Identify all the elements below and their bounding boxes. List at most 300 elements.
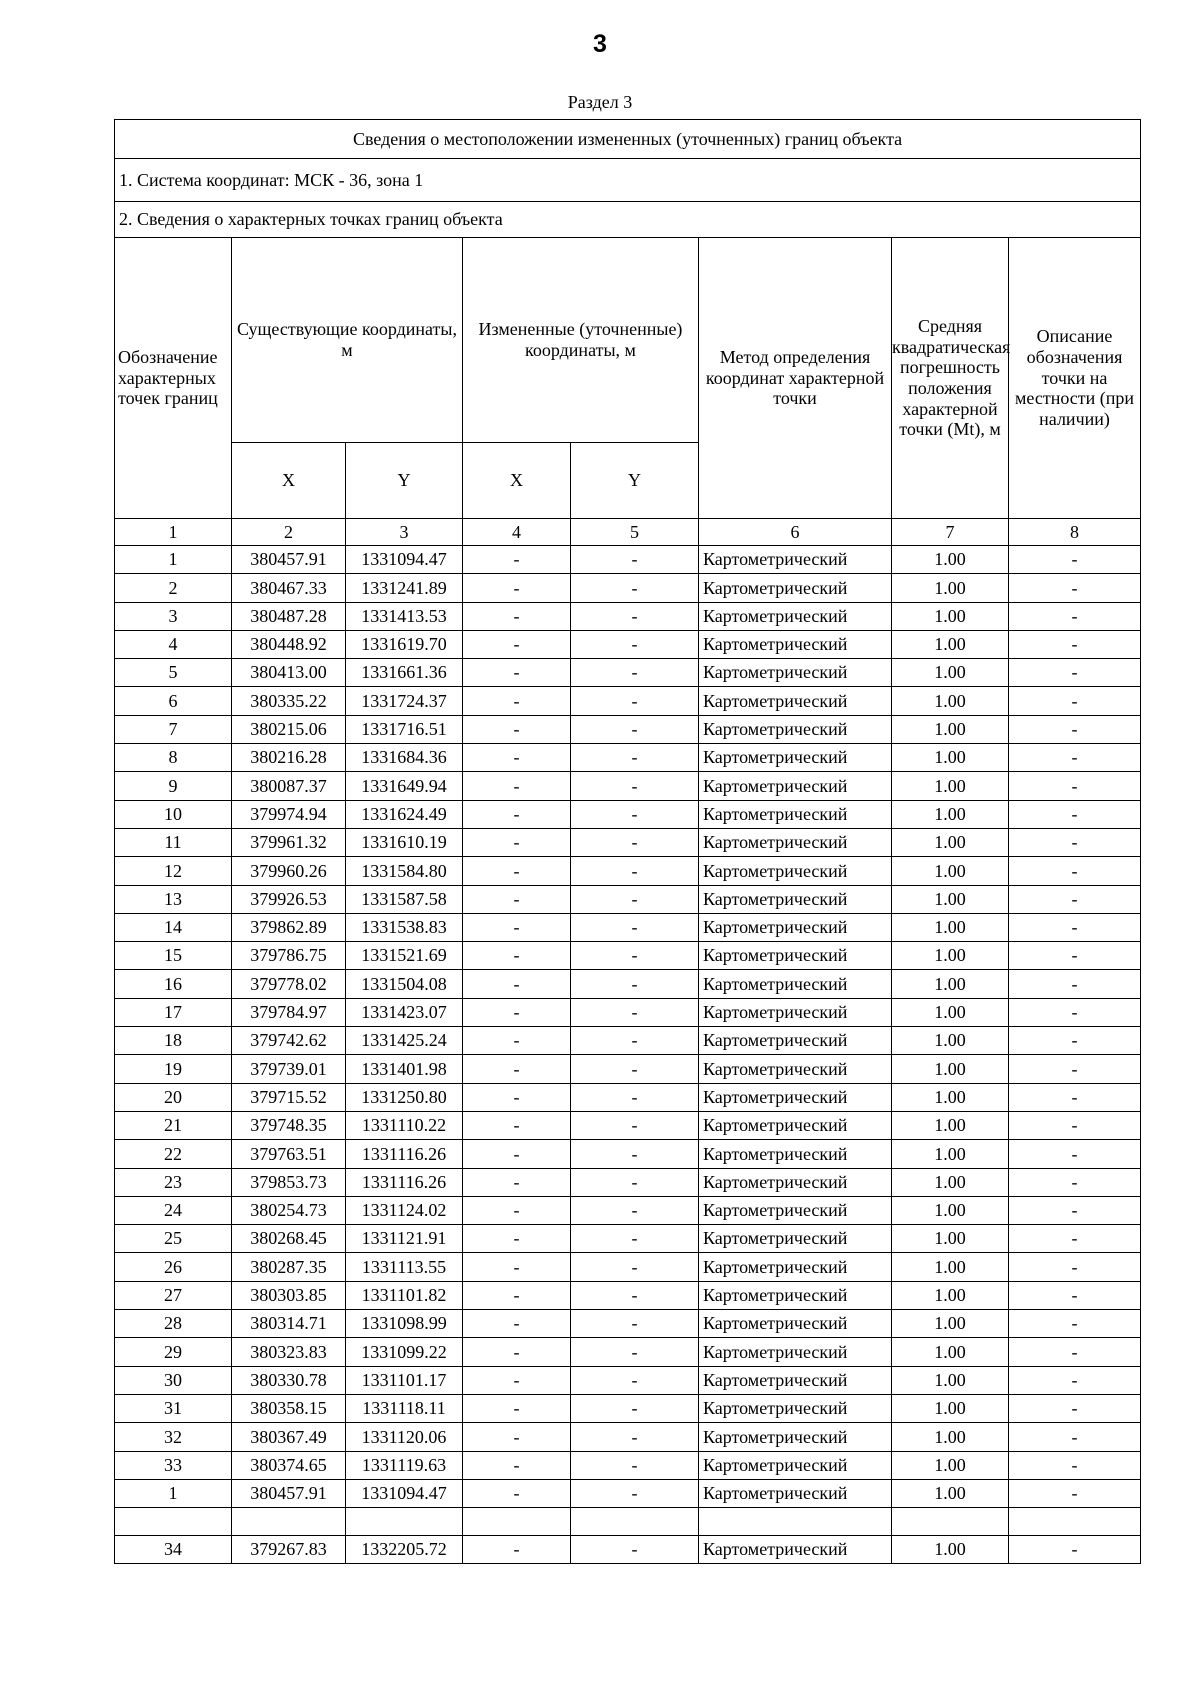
mean-error-cell: 1.00 bbox=[892, 1083, 1009, 1111]
column-number: 7 bbox=[892, 519, 1009, 546]
changed-x-cell: - bbox=[463, 772, 571, 800]
method-cell: Картометрический bbox=[699, 715, 892, 743]
mean-error-cell: 1.00 bbox=[892, 744, 1009, 772]
existing-x-cell: 380448.92 bbox=[232, 630, 346, 658]
existing-y-cell: 1331119.63 bbox=[346, 1451, 463, 1479]
mean-error-cell bbox=[892, 1508, 1009, 1536]
existing-y-cell: 1331401.98 bbox=[346, 1055, 463, 1083]
changed-y-cell: - bbox=[571, 630, 699, 658]
description-cell: - bbox=[1009, 942, 1141, 970]
existing-y-cell: 1331724.37 bbox=[346, 687, 463, 715]
description-cell: - bbox=[1009, 1027, 1141, 1055]
existing-y-cell: 1332205.72 bbox=[346, 1536, 463, 1564]
mean-error-cell: 1.00 bbox=[892, 659, 1009, 687]
method-cell: Картометрический bbox=[699, 1423, 892, 1451]
existing-x-cell: 380330.78 bbox=[232, 1366, 346, 1394]
mean-error-cell: 1.00 bbox=[892, 1027, 1009, 1055]
header-method: Метод определения координат характерной точки bbox=[699, 238, 892, 519]
point-number-cell: 2 bbox=[115, 574, 232, 602]
changed-x-cell: - bbox=[463, 1366, 571, 1394]
point-number-cell: 9 bbox=[115, 772, 232, 800]
mean-error-cell: 1.00 bbox=[892, 1366, 1009, 1394]
point-number-cell: 16 bbox=[115, 970, 232, 998]
table-row bbox=[115, 1508, 1141, 1536]
changed-x-cell: - bbox=[463, 574, 571, 602]
method-cell: Картометрический bbox=[699, 1027, 892, 1055]
point-number-cell: 23 bbox=[115, 1168, 232, 1196]
point-number-cell: 25 bbox=[115, 1225, 232, 1253]
existing-y-cell: 1331661.36 bbox=[346, 659, 463, 687]
mean-error-cell: 1.00 bbox=[892, 885, 1009, 913]
changed-y-cell: - bbox=[571, 1083, 699, 1111]
method-cell: Картометрический bbox=[699, 885, 892, 913]
table-row bbox=[115, 744, 1141, 772]
method-cell: Картометрический bbox=[699, 744, 892, 772]
method-cell: Картометрический bbox=[699, 1055, 892, 1083]
changed-x-cell: - bbox=[463, 659, 571, 687]
table-row bbox=[115, 913, 1141, 941]
changed-x-cell: - bbox=[463, 1394, 571, 1422]
method-cell: Картометрический bbox=[699, 602, 892, 630]
changed-y-cell: - bbox=[571, 970, 699, 998]
changed-x-cell: - bbox=[463, 1225, 571, 1253]
changed-x-cell: - bbox=[463, 942, 571, 970]
existing-y-cell: 1331624.49 bbox=[346, 800, 463, 828]
mean-error-cell: 1.00 bbox=[892, 772, 1009, 800]
description-cell: - bbox=[1009, 1083, 1141, 1111]
mean-error-cell: 1.00 bbox=[892, 1423, 1009, 1451]
header-changed-x: X bbox=[463, 443, 571, 519]
page-number: 3 bbox=[593, 30, 607, 58]
mean-error-cell: 1.00 bbox=[892, 1225, 1009, 1253]
point-number-cell: 8 bbox=[115, 744, 232, 772]
changed-x-cell: - bbox=[463, 1055, 571, 1083]
changed-y-cell: - bbox=[571, 857, 699, 885]
table-row bbox=[115, 998, 1141, 1026]
mean-error-cell: 1.00 bbox=[892, 602, 1009, 630]
column-number: 3 bbox=[346, 519, 463, 546]
table-row bbox=[115, 574, 1141, 602]
existing-x-cell: 380358.15 bbox=[232, 1394, 346, 1422]
header-mean-error: Средняя квадратическая погрешность положения характерной точки (Mt), м bbox=[892, 238, 1009, 519]
existing-x-cell: 379715.52 bbox=[232, 1083, 346, 1111]
mean-error-cell: 1.00 bbox=[892, 1536, 1009, 1564]
description-cell: - bbox=[1009, 1423, 1141, 1451]
method-cell: Картометрический bbox=[699, 1140, 892, 1168]
mean-error-cell: 1.00 bbox=[892, 1451, 1009, 1479]
point-number-cell: 26 bbox=[115, 1253, 232, 1281]
mean-error-cell: 1.00 bbox=[892, 970, 1009, 998]
existing-x-cell: 380314.71 bbox=[232, 1310, 346, 1338]
table-row bbox=[115, 1168, 1141, 1196]
changed-x-cell: - bbox=[463, 1253, 571, 1281]
existing-y-cell: 1331120.06 bbox=[346, 1423, 463, 1451]
point-number-cell: 27 bbox=[115, 1281, 232, 1309]
existing-y-cell: 1331110.22 bbox=[346, 1111, 463, 1139]
table-row bbox=[115, 1253, 1141, 1281]
changed-x-cell bbox=[463, 1508, 571, 1536]
method-cell: Картометрический bbox=[699, 546, 892, 574]
description-cell: - bbox=[1009, 630, 1141, 658]
header-existing-x: X bbox=[232, 443, 346, 519]
existing-y-cell bbox=[346, 1508, 463, 1536]
changed-y-cell: - bbox=[571, 885, 699, 913]
existing-x-cell: 379784.97 bbox=[232, 998, 346, 1026]
table-row bbox=[115, 1083, 1141, 1111]
table-row bbox=[115, 630, 1141, 658]
point-number-cell: 3 bbox=[115, 602, 232, 630]
points-caption: 2. Сведения о характерных точках границ объекта bbox=[115, 202, 1141, 238]
table-row bbox=[115, 546, 1141, 574]
description-cell: - bbox=[1009, 800, 1141, 828]
changed-y-cell: - bbox=[571, 998, 699, 1026]
existing-x-cell: 379862.89 bbox=[232, 913, 346, 941]
existing-y-cell: 1331584.80 bbox=[346, 857, 463, 885]
point-number-cell: 12 bbox=[115, 857, 232, 885]
point-number-cell: 29 bbox=[115, 1338, 232, 1366]
column-number: 6 bbox=[699, 519, 892, 546]
existing-y-cell: 1331423.07 bbox=[346, 998, 463, 1026]
mean-error-cell: 1.00 bbox=[892, 1055, 1009, 1083]
changed-x-cell: - bbox=[463, 602, 571, 630]
existing-y-cell: 1331619.70 bbox=[346, 630, 463, 658]
changed-y-cell: - bbox=[571, 1253, 699, 1281]
table-row bbox=[115, 970, 1141, 998]
method-cell: Картометрический bbox=[699, 1253, 892, 1281]
existing-y-cell: 1331113.55 bbox=[346, 1253, 463, 1281]
changed-y-cell: - bbox=[571, 1338, 699, 1366]
column-numbers-row bbox=[115, 519, 1141, 546]
mean-error-cell: 1.00 bbox=[892, 1196, 1009, 1224]
existing-y-cell: 1331094.47 bbox=[346, 546, 463, 574]
description-cell: - bbox=[1009, 828, 1141, 856]
method-cell: Картометрический bbox=[699, 970, 892, 998]
table-row bbox=[115, 942, 1141, 970]
mean-error-cell: 1.00 bbox=[892, 857, 1009, 885]
existing-x-cell: 379961.32 bbox=[232, 828, 346, 856]
changed-y-cell: - bbox=[571, 1366, 699, 1394]
method-cell bbox=[699, 1508, 892, 1536]
existing-x-cell: 380487.28 bbox=[232, 602, 346, 630]
changed-y-cell: - bbox=[571, 913, 699, 941]
changed-x-cell: - bbox=[463, 998, 571, 1026]
changed-x-cell: - bbox=[463, 970, 571, 998]
changed-y-cell: - bbox=[571, 1536, 699, 1564]
existing-x-cell: 380287.35 bbox=[232, 1253, 346, 1281]
mean-error-cell: 1.00 bbox=[892, 800, 1009, 828]
existing-y-cell: 1331101.82 bbox=[346, 1281, 463, 1309]
changed-x-cell: - bbox=[463, 744, 571, 772]
mean-error-cell: 1.00 bbox=[892, 574, 1009, 602]
description-cell: - bbox=[1009, 857, 1141, 885]
existing-y-cell: 1331684.36 bbox=[346, 744, 463, 772]
point-number-cell: 11 bbox=[115, 828, 232, 856]
table-row bbox=[115, 659, 1141, 687]
changed-y-cell: - bbox=[571, 828, 699, 856]
existing-y-cell: 1331413.53 bbox=[346, 602, 463, 630]
point-number-cell: 24 bbox=[115, 1196, 232, 1224]
description-cell: - bbox=[1009, 998, 1141, 1026]
existing-y-cell: 1331241.89 bbox=[346, 574, 463, 602]
method-cell: Картометрический bbox=[699, 998, 892, 1026]
existing-x-cell: 379742.62 bbox=[232, 1027, 346, 1055]
description-cell: - bbox=[1009, 1394, 1141, 1422]
existing-x-cell: 380323.83 bbox=[232, 1338, 346, 1366]
mean-error-cell: 1.00 bbox=[892, 1338, 1009, 1366]
description-cell: - bbox=[1009, 1479, 1141, 1507]
table-row bbox=[115, 1225, 1141, 1253]
boundary-points-table bbox=[114, 119, 1141, 1564]
table-row bbox=[115, 1027, 1141, 1055]
table-row bbox=[115, 1111, 1141, 1139]
changed-y-cell: - bbox=[571, 1140, 699, 1168]
changed-x-cell: - bbox=[463, 828, 571, 856]
point-number-cell: 19 bbox=[115, 1055, 232, 1083]
changed-y-cell: - bbox=[571, 772, 699, 800]
mean-error-cell: 1.00 bbox=[892, 630, 1009, 658]
point-number-cell: 21 bbox=[115, 1111, 232, 1139]
header-changed-y: Y bbox=[571, 443, 699, 519]
existing-y-cell: 1331425.24 bbox=[346, 1027, 463, 1055]
point-number-cell: 13 bbox=[115, 885, 232, 913]
existing-x-cell: 380374.65 bbox=[232, 1451, 346, 1479]
column-number: 1 bbox=[115, 519, 232, 546]
point-number-cell: 30 bbox=[115, 1366, 232, 1394]
existing-y-cell: 1331094.47 bbox=[346, 1479, 463, 1507]
table-row bbox=[115, 715, 1141, 743]
changed-y-cell: - bbox=[571, 1055, 699, 1083]
point-number-cell: 10 bbox=[115, 800, 232, 828]
point-number-cell: 1 bbox=[115, 546, 232, 574]
mean-error-cell: 1.00 bbox=[892, 1479, 1009, 1507]
changed-y-cell: - bbox=[571, 1394, 699, 1422]
changed-y-cell: - bbox=[571, 1423, 699, 1451]
description-cell: - bbox=[1009, 744, 1141, 772]
existing-y-cell: 1331101.17 bbox=[346, 1366, 463, 1394]
changed-y-cell: - bbox=[571, 1310, 699, 1338]
existing-y-cell: 1331521.69 bbox=[346, 942, 463, 970]
header-existing-coords: Существующие координаты, м bbox=[232, 238, 463, 443]
existing-x-cell: 380413.00 bbox=[232, 659, 346, 687]
method-cell: Картометрический bbox=[699, 913, 892, 941]
table-row bbox=[115, 1338, 1141, 1366]
description-cell: - bbox=[1009, 970, 1141, 998]
existing-x-cell bbox=[232, 1508, 346, 1536]
point-number-cell: 7 bbox=[115, 715, 232, 743]
existing-x-cell: 380216.28 bbox=[232, 744, 346, 772]
existing-x-cell: 380335.22 bbox=[232, 687, 346, 715]
changed-y-cell: - bbox=[571, 942, 699, 970]
changed-x-cell: - bbox=[463, 630, 571, 658]
existing-y-cell: 1331250.80 bbox=[346, 1083, 463, 1111]
changed-y-cell: - bbox=[571, 659, 699, 687]
point-number-cell: 33 bbox=[115, 1451, 232, 1479]
mean-error-cell: 1.00 bbox=[892, 546, 1009, 574]
changed-x-cell: - bbox=[463, 687, 571, 715]
section-title: Раздел 3 bbox=[567, 92, 633, 112]
table-row bbox=[115, 1140, 1141, 1168]
changed-y-cell: - bbox=[571, 1111, 699, 1139]
changed-x-cell: - bbox=[463, 1281, 571, 1309]
changed-y-cell: - bbox=[571, 800, 699, 828]
changed-x-cell: - bbox=[463, 1168, 571, 1196]
existing-y-cell: 1331099.22 bbox=[346, 1338, 463, 1366]
existing-y-cell: 1331116.26 bbox=[346, 1140, 463, 1168]
description-cell: - bbox=[1009, 659, 1141, 687]
changed-y-cell: - bbox=[571, 1479, 699, 1507]
changed-x-cell: - bbox=[463, 1196, 571, 1224]
table-row bbox=[115, 885, 1141, 913]
method-cell: Картометрический bbox=[699, 687, 892, 715]
mean-error-cell: 1.00 bbox=[892, 1111, 1009, 1139]
changed-y-cell: - bbox=[571, 1451, 699, 1479]
header-description: Описание обозначения точки на местности (при наличии) bbox=[1009, 238, 1141, 519]
method-cell: Картометрический bbox=[699, 1479, 892, 1507]
table-row bbox=[115, 1366, 1141, 1394]
existing-x-cell: 380087.37 bbox=[232, 772, 346, 800]
existing-x-cell: 380457.91 bbox=[232, 546, 346, 574]
description-cell: - bbox=[1009, 715, 1141, 743]
changed-y-cell: - bbox=[571, 744, 699, 772]
existing-x-cell: 379786.75 bbox=[232, 942, 346, 970]
description-cell: - bbox=[1009, 1253, 1141, 1281]
point-number-cell: 31 bbox=[115, 1394, 232, 1422]
mean-error-cell: 1.00 bbox=[892, 1310, 1009, 1338]
method-cell: Картометрический bbox=[699, 942, 892, 970]
description-cell: - bbox=[1009, 574, 1141, 602]
mean-error-cell: 1.00 bbox=[892, 1281, 1009, 1309]
changed-x-cell: - bbox=[463, 1140, 571, 1168]
mean-error-cell: 1.00 bbox=[892, 1253, 1009, 1281]
table-row bbox=[115, 1055, 1141, 1083]
existing-y-cell: 1331118.11 bbox=[346, 1394, 463, 1422]
description-cell: - bbox=[1009, 885, 1141, 913]
changed-x-cell: - bbox=[463, 1310, 571, 1338]
method-cell: Картометрический bbox=[699, 1225, 892, 1253]
changed-x-cell: - bbox=[463, 715, 571, 743]
changed-y-cell: - bbox=[571, 602, 699, 630]
mean-error-cell: 1.00 bbox=[892, 942, 1009, 970]
method-cell: Картометрический bbox=[699, 1451, 892, 1479]
description-cell: - bbox=[1009, 1366, 1141, 1394]
changed-x-cell: - bbox=[463, 885, 571, 913]
mean-error-cell: 1.00 bbox=[892, 715, 1009, 743]
mean-error-cell: 1.00 bbox=[892, 687, 1009, 715]
column-number: 8 bbox=[1009, 519, 1141, 546]
method-cell: Картометрический bbox=[699, 659, 892, 687]
changed-x-cell: - bbox=[463, 800, 571, 828]
point-number-cell: 15 bbox=[115, 942, 232, 970]
changed-x-cell: - bbox=[463, 1423, 571, 1451]
header-existing-y: Y bbox=[346, 443, 463, 519]
method-cell: Картометрический bbox=[699, 1168, 892, 1196]
changed-y-cell: - bbox=[571, 1225, 699, 1253]
changed-x-cell: - bbox=[463, 1083, 571, 1111]
existing-x-cell: 379926.53 bbox=[232, 885, 346, 913]
table-row bbox=[115, 1196, 1141, 1224]
existing-x-cell: 380303.85 bbox=[232, 1281, 346, 1309]
table-row bbox=[115, 1536, 1141, 1564]
changed-x-cell: - bbox=[463, 857, 571, 885]
point-number-cell: 1 bbox=[115, 1479, 232, 1507]
changed-x-cell: - bbox=[463, 913, 571, 941]
table-title: Сведения о местоположении измененных (уточненных) границ объекта bbox=[115, 120, 1141, 159]
point-number-cell: 17 bbox=[115, 998, 232, 1026]
point-number-cell: 6 bbox=[115, 687, 232, 715]
description-cell: - bbox=[1009, 546, 1141, 574]
existing-x-cell: 379778.02 bbox=[232, 970, 346, 998]
existing-y-cell: 1331538.83 bbox=[346, 913, 463, 941]
changed-x-cell: - bbox=[463, 1536, 571, 1564]
existing-y-cell: 1331116.26 bbox=[346, 1168, 463, 1196]
description-cell bbox=[1009, 1508, 1141, 1536]
column-number: 4 bbox=[463, 519, 571, 546]
changed-y-cell: - bbox=[571, 1027, 699, 1055]
changed-y-cell: - bbox=[571, 687, 699, 715]
method-cell: Картометрический bbox=[699, 1281, 892, 1309]
table-row bbox=[115, 1394, 1141, 1422]
existing-y-cell: 1331649.94 bbox=[346, 772, 463, 800]
existing-x-cell: 379974.94 bbox=[232, 800, 346, 828]
table-row bbox=[115, 1310, 1141, 1338]
method-cell: Картометрический bbox=[699, 630, 892, 658]
table-row bbox=[115, 687, 1141, 715]
column-number: 5 bbox=[571, 519, 699, 546]
coordinate-system: 1. Система координат: МСК - 36, зона 1 bbox=[115, 159, 1141, 202]
column-number: 2 bbox=[232, 519, 346, 546]
changed-y-cell: - bbox=[571, 715, 699, 743]
method-cell: Картометрический bbox=[699, 1083, 892, 1111]
table-row bbox=[115, 1423, 1141, 1451]
table-row bbox=[115, 828, 1141, 856]
changed-x-cell: - bbox=[463, 1111, 571, 1139]
description-cell: - bbox=[1009, 913, 1141, 941]
changed-y-cell: - bbox=[571, 546, 699, 574]
point-number-cell: 14 bbox=[115, 913, 232, 941]
existing-x-cell: 380268.45 bbox=[232, 1225, 346, 1253]
description-cell: - bbox=[1009, 772, 1141, 800]
mean-error-cell: 1.00 bbox=[892, 1394, 1009, 1422]
changed-x-cell: - bbox=[463, 1479, 571, 1507]
description-cell: - bbox=[1009, 1225, 1141, 1253]
mean-error-cell: 1.00 bbox=[892, 913, 1009, 941]
method-cell: Картометрический bbox=[699, 1196, 892, 1224]
method-cell: Картометрический bbox=[699, 1338, 892, 1366]
point-number-cell bbox=[115, 1508, 232, 1536]
table-row bbox=[115, 772, 1141, 800]
existing-x-cell: 380467.33 bbox=[232, 574, 346, 602]
method-cell: Картометрический bbox=[699, 828, 892, 856]
table-row bbox=[115, 1281, 1141, 1309]
mean-error-cell: 1.00 bbox=[892, 828, 1009, 856]
description-cell: - bbox=[1009, 1536, 1141, 1564]
changed-y-cell: - bbox=[571, 1196, 699, 1224]
point-number-cell: 18 bbox=[115, 1027, 232, 1055]
existing-y-cell: 1331716.51 bbox=[346, 715, 463, 743]
existing-x-cell: 380215.06 bbox=[232, 715, 346, 743]
changed-y-cell: - bbox=[571, 1281, 699, 1309]
point-number-cell: 20 bbox=[115, 1083, 232, 1111]
changed-y-cell bbox=[571, 1508, 699, 1536]
point-number-cell: 4 bbox=[115, 630, 232, 658]
changed-y-cell: - bbox=[571, 1168, 699, 1196]
table-row bbox=[115, 602, 1141, 630]
method-cell: Картометрический bbox=[699, 574, 892, 602]
changed-x-cell: - bbox=[463, 1027, 571, 1055]
point-number-cell: 32 bbox=[115, 1423, 232, 1451]
method-cell: Картометрический bbox=[699, 1394, 892, 1422]
header-designation: Обозначение характерных точек границ bbox=[115, 238, 232, 519]
